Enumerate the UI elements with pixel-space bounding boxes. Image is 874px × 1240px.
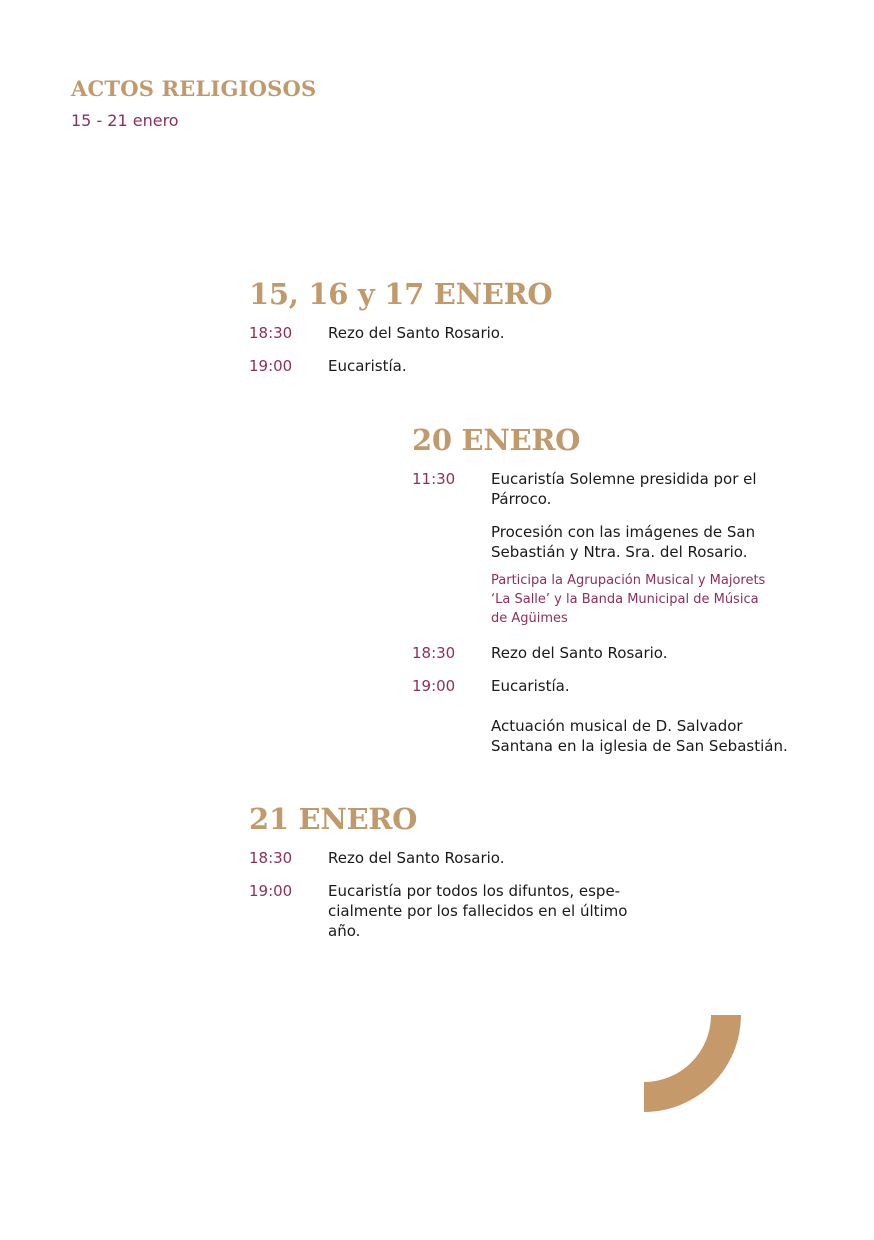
event-time: 18:30 — [249, 849, 293, 867]
event-time: 19:00 — [249, 882, 293, 900]
section-heading: 21 ENERO — [249, 802, 418, 836]
event-text-line: Eucaristía por todos los difuntos, espe- — [328, 882, 621, 900]
event-text: Eucaristía. — [491, 677, 570, 695]
event-text — [491, 522, 755, 562]
event-text-line: Párroco. — [491, 490, 552, 508]
event-text-line: cialmente por los fallecidos en el último — [328, 902, 628, 920]
event-text — [491, 716, 788, 756]
event-text: Rezo del Santo Rosario. — [328, 849, 505, 867]
event-time: 19:00 — [412, 677, 456, 695]
event-time: 18:30 — [249, 324, 293, 342]
page-title: ACTOS RELIGIOSOS — [71, 76, 317, 101]
event-text: Eucaristía. — [328, 357, 407, 375]
section-heading: 20 ENERO — [412, 423, 581, 457]
event-text: Rezo del Santo Rosario. — [491, 644, 668, 662]
event-note-line: Participa la Agrupación Musical y Majorets — [491, 573, 766, 588]
event-note — [491, 571, 765, 628]
quarter-arc-shape — [644, 1015, 741, 1112]
event-text-line: año. — [328, 922, 361, 940]
event-text-line: Actuación musical de D. Salvador — [491, 717, 743, 735]
section-21-enero — [249, 802, 749, 955]
event-text-line: Sebastián y Ntra. Sra. del Rosario. — [491, 543, 748, 561]
event-time: 11:30 — [412, 470, 456, 488]
event-text-line: Eucaristía Solemne presidida por el — [491, 470, 757, 488]
section-15-16-17-enero — [249, 277, 749, 390]
section-20-enero — [412, 423, 852, 766]
event-time: 18:30 — [412, 644, 456, 662]
event-text-line: Santana en la iglesia de San Sebastián. — [491, 737, 788, 755]
date-range: 15 - 21 enero — [71, 111, 179, 130]
event-text — [328, 881, 627, 941]
section-heading: 15, 16 y 17 ENERO — [249, 277, 553, 311]
event-text — [491, 469, 757, 509]
event-note-line: ‘La Salle’ y la Banda Municipal de Música — [491, 592, 759, 607]
event-text-line: Procesión con las imágenes de San — [491, 523, 756, 541]
event-text: Rezo del Santo Rosario. — [328, 324, 505, 342]
event-note-line: de Agüimes — [491, 611, 568, 626]
event-time: 19:00 — [249, 357, 293, 375]
